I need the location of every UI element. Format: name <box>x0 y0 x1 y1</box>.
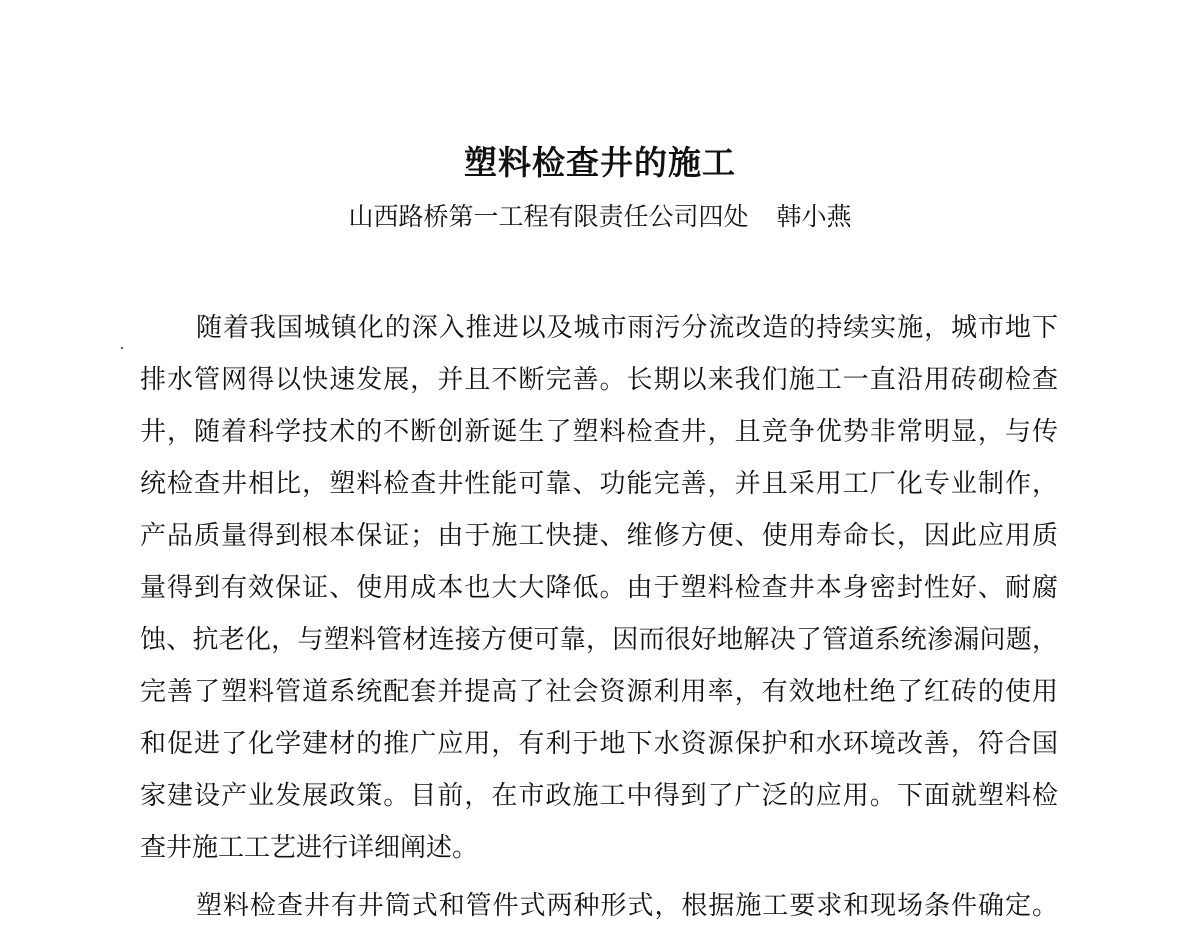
paragraph-line: 和促进了化学建材的推广应用，有利于地下水资源保护和水环境改善，符合国 <box>140 729 1058 759</box>
paragraph-line: 塑料检查井有井筒式和管件式两种形式，根据施工要求和现场条件确定。 <box>196 891 1058 921</box>
paragraph-line: 查井施工工艺进行详细阐述。 <box>140 833 479 863</box>
paragraph-line: 排水管网得以快速发展，并且不断完善。长期以来我们施工一直沿用砖砌检查 <box>140 365 1058 395</box>
paragraph-line: 家建设产业发展政策。目前，在市政施工中得到了广泛的应用。下面就塑料检 <box>140 781 1058 811</box>
document-body <box>140 302 1058 932</box>
author-byline <box>0 195 1200 239</box>
paragraph-line: 完善了塑料管道系统配套并提高了社会资源利用率，有效地杜绝了红砖的使用 <box>140 677 1058 707</box>
paragraph-line: 量得到有效保证、使用成本也大大降低。由于塑料检查井本身密封性好、耐腐 <box>140 573 1058 603</box>
paragraph-line: 蚀、抗老化，与塑料管材连接方便可靠，因而很好地解决了管道系统渗漏问题， <box>140 625 1058 655</box>
paragraph-line: 随着我国城镇化的深入推进以及城市雨污分流改造的持续实施，城市地下 <box>196 313 1058 343</box>
paragraph-line: 井，随着科学技术的不断创新诞生了塑料检查井，且竞争优势非常明显，与传 <box>140 417 1058 447</box>
paragraph-line: 产品质量得到根本保证；由于施工快捷、维修方便、使用寿命长，因此应用质 <box>140 521 1058 551</box>
paragraph-2 <box>140 880 1058 932</box>
document-title: 塑料检查井的施工 <box>464 143 736 182</box>
author-name: 韩小燕 <box>776 202 852 231</box>
paragraph-1 <box>140 302 1058 874</box>
paragraph-line: 统检查井相比，塑料检查井性能可靠、功能完善，并且采用工厂化专业制作， <box>140 469 1058 499</box>
author-organization: 山西路桥第一工程有限责任公司四处 <box>348 202 749 231</box>
scan-speck <box>121 347 123 349</box>
